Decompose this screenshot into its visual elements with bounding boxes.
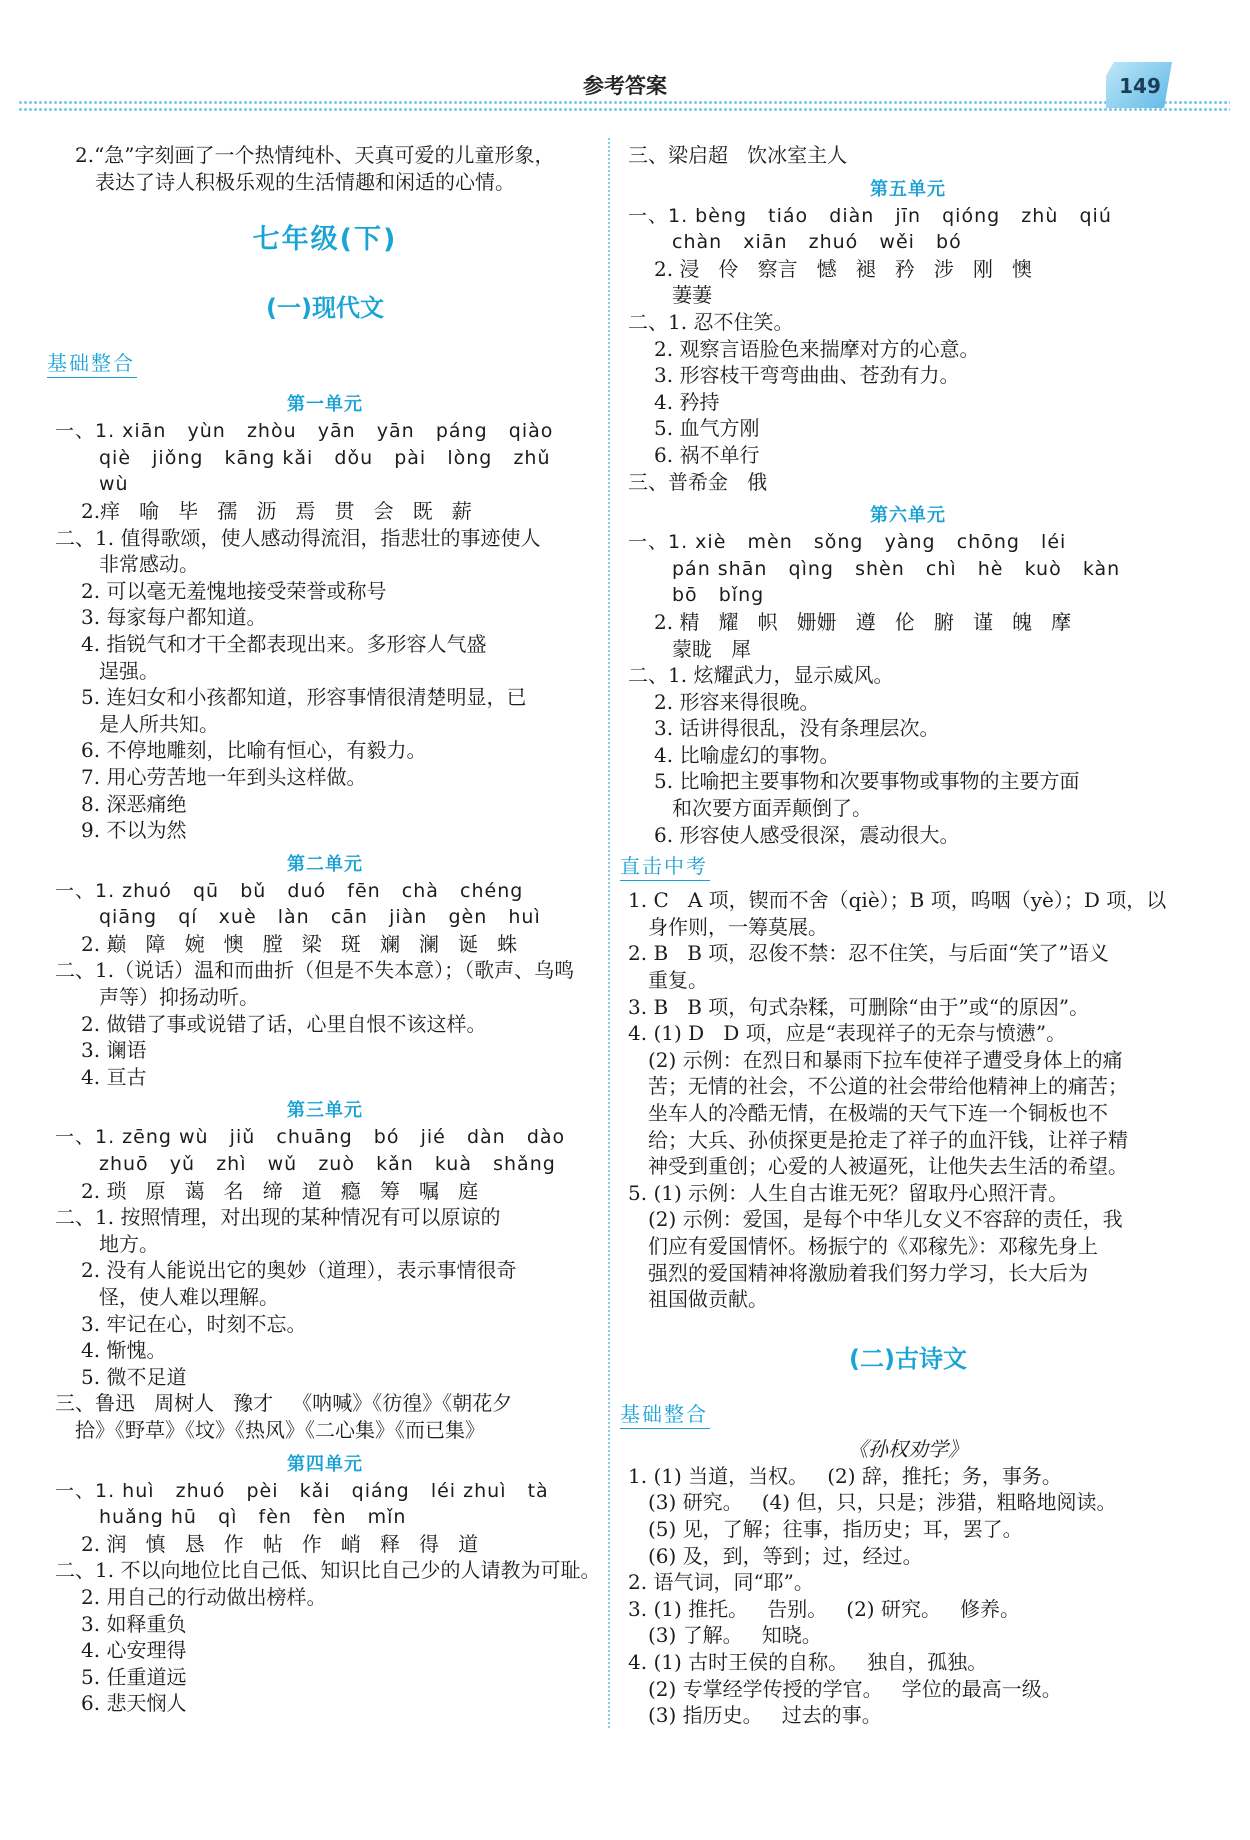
answer-line: (5) 见，了解；往事，指历史；耳，罢了。 xyxy=(648,1516,1023,1541)
answer-line: 4. (1) 古时王侯的自称。 独自，孤独。 xyxy=(628,1649,988,1674)
answer-line: qiāng qí xuè làn cān jiàn gèn huì xyxy=(99,906,541,929)
answer-line: 苦；无情的社会，不公道的社会带给他精神上的痛苦； xyxy=(648,1074,1128,1099)
intro-line: 表达了诗人积极乐观的生活情趣和闲适的心情。 xyxy=(95,169,515,194)
answer-line: 地方。 xyxy=(99,1231,159,1256)
answer-line: 3. (1) 推托。 告别。 (2) 研究。 修养。 xyxy=(628,1596,1021,1621)
answer-line: zhuō yǔ zhì wǔ zuò kǎn kuà shǎng xyxy=(99,1153,556,1176)
answer-line: huǎng hū qì fèn fèn mǐn xyxy=(99,1506,407,1529)
answer-line: 二、1. 按照情理，对出现的某种情况有可以原谅的 xyxy=(55,1205,501,1230)
unit-heading: 第五单元 xyxy=(870,178,946,200)
answer-line: 祖国做贡献。 xyxy=(648,1287,768,1312)
answer-line: 4. 矜持 xyxy=(654,389,720,414)
answer-line: 声等）抑扬动听。 xyxy=(99,985,259,1010)
answer-line: 强烈的爱国精神将激励着我们努力学习，长大后为 xyxy=(648,1260,1088,1285)
header-dotted-rule-2 xyxy=(18,107,1230,113)
answer-line: 2. 做错了事或说错了话，心里自恨不该这样。 xyxy=(81,1011,487,1036)
answer-line: 二、1. 忍不住笑。 xyxy=(628,309,794,334)
answer-line: 们应有爱国情怀。杨振宁的《邓稼先》：邓稼先身上 xyxy=(648,1233,1098,1258)
answer-line: 3. 谰语 xyxy=(81,1038,147,1063)
answer-line: 8. 深恶痛绝 xyxy=(81,791,187,816)
answer-line: 4. 心安理得 xyxy=(81,1638,187,1663)
header-dotted-rule xyxy=(18,100,1230,106)
answer-line: (3) 了解。 知晓。 xyxy=(648,1623,822,1648)
answer-line: 是人所共知。 xyxy=(99,711,219,736)
answer-line: 二、1.（说话）温和而曲折（但是不失本意）；（歌声、乌鸣 xyxy=(55,958,575,983)
answer-line: (2) 示例：在烈日和暴雨下拉车使祥子遭受身体上的痛 xyxy=(648,1047,1123,1072)
answer-line: 5. 比喻把主要事物和次要事物或事物的主要方面 xyxy=(654,769,1080,794)
answer-line: (2) 专掌经学传授的学官。 学位的最高一级。 xyxy=(648,1676,1062,1701)
answer-line: 6. 不停地雕刻，比喻有恒心，有毅力。 xyxy=(81,738,427,763)
answer-line: 4. 比喻虚幻的事物。 xyxy=(654,742,840,767)
answer-line: 3. B B 项，句式杂糅，可删除“由于”或“的原因”。 xyxy=(628,994,1090,1019)
answer-line: 3. 形容枝干弯弯曲曲、苍劲有力。 xyxy=(654,363,960,388)
answer-line: 1. (1) 当道，当权。 (2) 辞，推托；务，事务。 xyxy=(628,1463,1062,1488)
answer-line: 2. 可以毫无羞愧地接受荣誉或称号 xyxy=(81,578,387,603)
answer-line: 坐车人的冷酷无情，在极端的天气下连一个铜板也不 xyxy=(648,1101,1108,1125)
answer-line: 4. 惭愧。 xyxy=(81,1338,167,1363)
answer-line: 6. 悲天悯人 xyxy=(81,1691,187,1716)
answer-line: 身作则，一筹莫展。 xyxy=(648,914,828,939)
answer-line: 2. 观察言语脸色来揣摩对方的心意。 xyxy=(654,336,980,361)
left-column xyxy=(47,142,601,1717)
grade-heading: 七年级(下) xyxy=(252,224,398,256)
answer-line: 4. 指锐气和才干全都表现出来。多形容人气盛 xyxy=(81,631,487,656)
tag-basic-2: 基础整合 xyxy=(620,1398,710,1429)
answer-line: 二、1. 值得歌颂，使人感动得流泪，指悲壮的事迹使人 xyxy=(55,525,541,550)
answer-line: 三、普希金 俄 xyxy=(628,469,768,494)
answer-line: (2) 示例：爱国，是每个中华儿女义不容辞的责任，我 xyxy=(648,1207,1123,1232)
column-divider xyxy=(608,138,610,1728)
answer-line: 6. 形容使人感受很深，震动很大。 xyxy=(654,822,960,847)
answer-line: 一、1. zēng wù jiǔ chuāng bó jié dàn dào xyxy=(55,1126,566,1149)
answer-line: (3) 研究。 (4) 但，只，只是；涉猎，粗略地阅读。 xyxy=(648,1490,1117,1515)
answer-line: 蒙眬 犀 xyxy=(672,636,752,661)
unit-heading: 第三单元 xyxy=(287,1100,363,1122)
answer-line: 和次要方面弄颠倒了。 xyxy=(672,796,872,821)
answer-line: 二、1. 不以向地位比自己低、知识比自己少的人请教为可耻。 xyxy=(55,1558,601,1583)
answer-line: 一、1. xiè mèn sǒng yàng chōng léi xyxy=(628,531,1067,554)
answer-line: 一、1. bèng tiáo diàn jīn qióng zhù qiú xyxy=(628,204,1112,227)
unit-heading: 第一单元 xyxy=(287,394,363,416)
unit-heading: 第二单元 xyxy=(287,853,363,875)
answer-line: 二、1. 炫耀武力，显示威风。 xyxy=(628,663,894,688)
answer-line: qiè jiǒng kāng kǎi dǒu pài lòng zhǔ xyxy=(99,446,551,469)
answer-line: 非常感动。 xyxy=(99,552,199,577)
answer-line: 3. 话讲得很乱，没有条理层次。 xyxy=(654,716,940,741)
answer-line: 一、1. zhuó qū bǔ duó fēn chà chéng xyxy=(55,879,524,902)
answer-line: chàn xiān zhuó wěi bó xyxy=(672,231,962,254)
unit-heading: 第四单元 xyxy=(287,1453,363,1475)
answer-line: 一、1. xiān yùn zhòu yān yān páng qiào xyxy=(55,420,554,443)
tag-exam: 直击中考 xyxy=(620,850,710,881)
answer-line: 2. 形容来得很晚。 xyxy=(654,689,820,714)
answer-line: 3. 每家每户都知道。 xyxy=(81,605,267,630)
answer-line: 7. 用心劳苦地一年到头这样做。 xyxy=(81,764,367,789)
answer-line: 3. 如释重负 xyxy=(81,1611,187,1636)
answer-line: 5. 任重道远 xyxy=(81,1664,187,1689)
answer-line: 怪，使人难以理解。 xyxy=(99,1285,279,1309)
answer-line: (6) 及，到，等到；过，经过。 xyxy=(648,1543,923,1568)
answer-line: 5. (1) 示例：人生自古谁无死？留取丹心照汗青。 xyxy=(628,1180,1069,1205)
answer-line: (3) 指历史。 过去的事。 xyxy=(648,1703,882,1728)
answer-line: 4. (1) D D 项，应是“表现祥子的无奈与愤懑”。 xyxy=(628,1021,1067,1046)
answer-line: 6. 祸不单行 xyxy=(654,442,760,467)
answer-line: 2. 琐 原 蔼 名 缔 道 瘾 筹 嘱 庭 xyxy=(81,1178,479,1203)
answer-line: 2. B B 项，忍俊不禁：忍不住笑，与后面“笑了”语义 xyxy=(628,941,1109,966)
answer-line: 1. C A 项，锲而不舍（qiè）；B 项，呜咽（yè）；D 项，以 xyxy=(628,888,1167,913)
answer-line: 9. 不以为然 xyxy=(81,818,187,843)
answer-line: 2. 用自己的行动做出榜样。 xyxy=(81,1584,327,1609)
page-header xyxy=(0,0,1250,125)
answer-line: pán shān qìng shèn chì hè kuò kàn xyxy=(672,557,1121,580)
answer-line: 2.痒 喻 毕 孺 沥 焉 贯 会 既 薪 xyxy=(81,498,472,523)
answer-line: 4. 亘古 xyxy=(81,1064,147,1089)
intro-line: 2.“急”字刻画了一个热情纯朴、天真可爱的儿童形象， xyxy=(75,143,555,167)
answer-line: 三、鲁迅 周树人 豫才 《呐喊》《彷徨》《朝花夕 xyxy=(55,1391,513,1416)
answer-line: 一、1. huì zhuó pèi kǎi qiáng léi zhuì tà xyxy=(55,1479,549,1502)
classical-title: 《孙权劝学》 xyxy=(848,1436,968,1461)
answer-line: 逞强。 xyxy=(99,658,159,683)
answer-line: 拾》《野草》《坟》《热风》《二心集》《而已集》 xyxy=(75,1417,485,1442)
answer-line: 3. 牢记在心，时刻不忘。 xyxy=(81,1311,307,1336)
header-title: 参考答案 xyxy=(583,74,667,98)
answer-line: 5. 微不足道 xyxy=(81,1364,187,1389)
answer-line: 神受到重创；心爱的人被逼死，让他失去生活的希望。 xyxy=(648,1154,1128,1179)
answer-line: wù xyxy=(99,473,129,496)
answer-line: 2. 精 耀 帜 姗姗 遵 伦 腑 谨 魄 摩 xyxy=(654,609,1072,634)
answer-line: 2. 润 慎 恳 作 帖 作 峭 释 得 道 xyxy=(81,1531,479,1556)
page-number: 149 xyxy=(1119,74,1161,98)
answer-line: 2. 语气词，同“耶”。 xyxy=(628,1570,814,1595)
answer-line: 2. 浸 伶 察言 憾 褪 矜 涉 刚 懊 xyxy=(654,256,1033,281)
answer-line: 萋萋 xyxy=(672,283,712,308)
answer-line: 5. 血气方刚 xyxy=(654,416,760,441)
right-column xyxy=(620,142,1188,1729)
section-heading-modern: (一)现代文 xyxy=(266,294,384,323)
answer-line: 重复。 xyxy=(648,968,708,993)
answer-line: 给；大兵、孙侦探更是抢走了祥子的血汗钱，让祥子精 xyxy=(648,1127,1128,1152)
answer-line: 三、梁启超 饮冰室主人 xyxy=(628,143,848,167)
answer-line: 2. 巅 障 婉 懊 膛 梁 斑 斓 澜 诞 蛛 xyxy=(81,931,518,956)
unit-heading: 第六单元 xyxy=(870,505,946,527)
answer-line: bō bǐng xyxy=(672,584,765,607)
answer-line: 5. 连妇女和小孩都知道，形容事情很清楚明显，已 xyxy=(81,685,527,710)
tag-basic: 基础整合 xyxy=(47,347,137,378)
answer-line: 2. 没有人能说出它的奥妙（道理），表示事情很奇 xyxy=(81,1258,517,1283)
section-heading-classical: (二)古诗文 xyxy=(849,1344,967,1373)
